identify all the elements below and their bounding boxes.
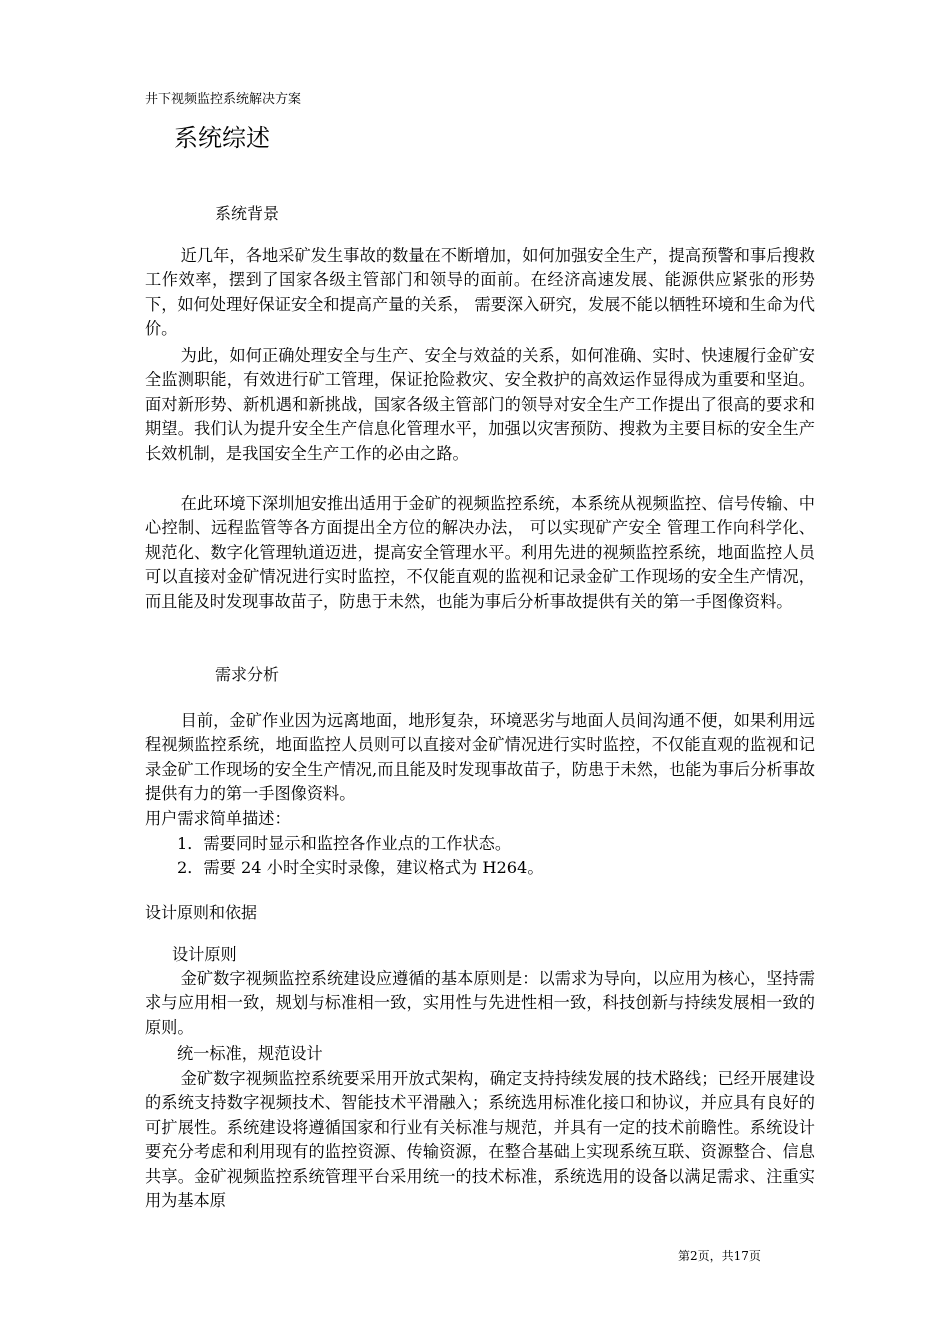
design-principle-label: 设计原则 — [172, 945, 237, 964]
background-paragraph-2: 为此，如何正确处理安全与生产、安全与效益的关系，如何准确、实时、快速履行金矿安全监测职能，有效进行矿工管理，保证抢险救灾、安全救护的高效运作显得成为重要和坚迫。面对新形势、新机遇和新挑战，国家各级主管部门的领导对安全生产工作提出了很高的要求和期望。我们认为提升安全生产信息化管理水平，加强以灾害预防、搜救为主要目标的安全生产长效机制，是我国安全生产工作的必由之路。 — [145, 346, 815, 463]
standard-design-label: 统一标准，规范设计 — [177, 1044, 323, 1063]
standard-design-paragraph: 金矿数字视频监控系统要采用开放式架构，确定支持持续发展的技术路线；已经开展建设的系统支持数字视频技术、智能技术平滑融入；系统选用标准化接口和协议，并应具有良好的可扩展性。系统建设将遵循国家和行业有关标准与规范，并具有一定的技术前瞻性。系统设计要充分考虑和利用现有的监控资源、传输资源，在整合基础上实现系统互联、资源整合、信息共享。金矿视频监控系统管理平台采用统一的技术标准，系统选用的设备以满足需求、注重实用为基本原 — [145, 1069, 815, 1211]
background-paragraph-1: 近几年，各地采矿发生事故的数量在不断增加，如何加强安全生产，提高预警和事后搜救工作效率，摆到了国家各级主管部门和领导的面前。在经济高速发展、能源供应紧张的形势下，如何处理好保证安全和提高产量的关系， 需要深入研究，发展不能以牺牲环境和生命为代价。 — [145, 246, 815, 339]
requirements-paragraph: 目前，金矿作业因为远离地面，地形复杂，环境恶劣与地面人员间沟通不便，如果利用远程视频监控系统，地面监控人员则可以直接对金矿情况进行实时监控，不仅能直观的监视和记录金矿工作现场的安全生产情况,而且能及时发现事故苗子，防患于未然，也能为事后分析事故提供有力的第一手图像资料。 — [145, 711, 815, 804]
requirement-item-1: 1．需要同时显示和监控各作业点的工作状态。 — [177, 834, 512, 853]
background-paragraph-3: 在此环境下深圳旭安推出适用于金矿的视频监控系统，本系统从视频监控、信号传输、中心控制、远程监管等各方面提出全方位的解决办法， 可以实现矿产安全 管理工作向科学化、规范化、数字化管理轨道迈进，提高安全管理水平。利用先进的视频监控系统，地面监控人员可以直接对金矿情况进行实时监控，不仅能直观的监视和记录金矿工作现场的安全生产情况，而且能及时发现事故苗子，防患于未然，也能为事后分析事故提供有关的第一手图像资料。 — [145, 494, 815, 611]
section-heading-background: 系统背景 — [215, 204, 280, 223]
user-requirements-label: 用户需求简单描述： — [145, 809, 291, 828]
design-principle-paragraph: 金矿数字视频监控系统建设应遵循的基本原则是：以需求为导向，以应用为核心，坚持需求与应用相一致，规划与标准相一致，实用性与先进性相一致，科技创新与持续发展相一致的原则。 — [145, 969, 815, 1037]
page-footer: 第2页，共17页 — [678, 1249, 761, 1263]
running-header: 井下视频监控系统解决方案 — [145, 92, 302, 107]
section-heading-design: 设计原则和依据 — [145, 903, 258, 922]
requirement-item-2: 2．需要 24 小时全实时录像，建议格式为 H264。 — [177, 858, 544, 877]
section-heading-requirements: 需求分析 — [215, 665, 280, 684]
chapter-title: 系统综述 — [174, 124, 270, 152]
